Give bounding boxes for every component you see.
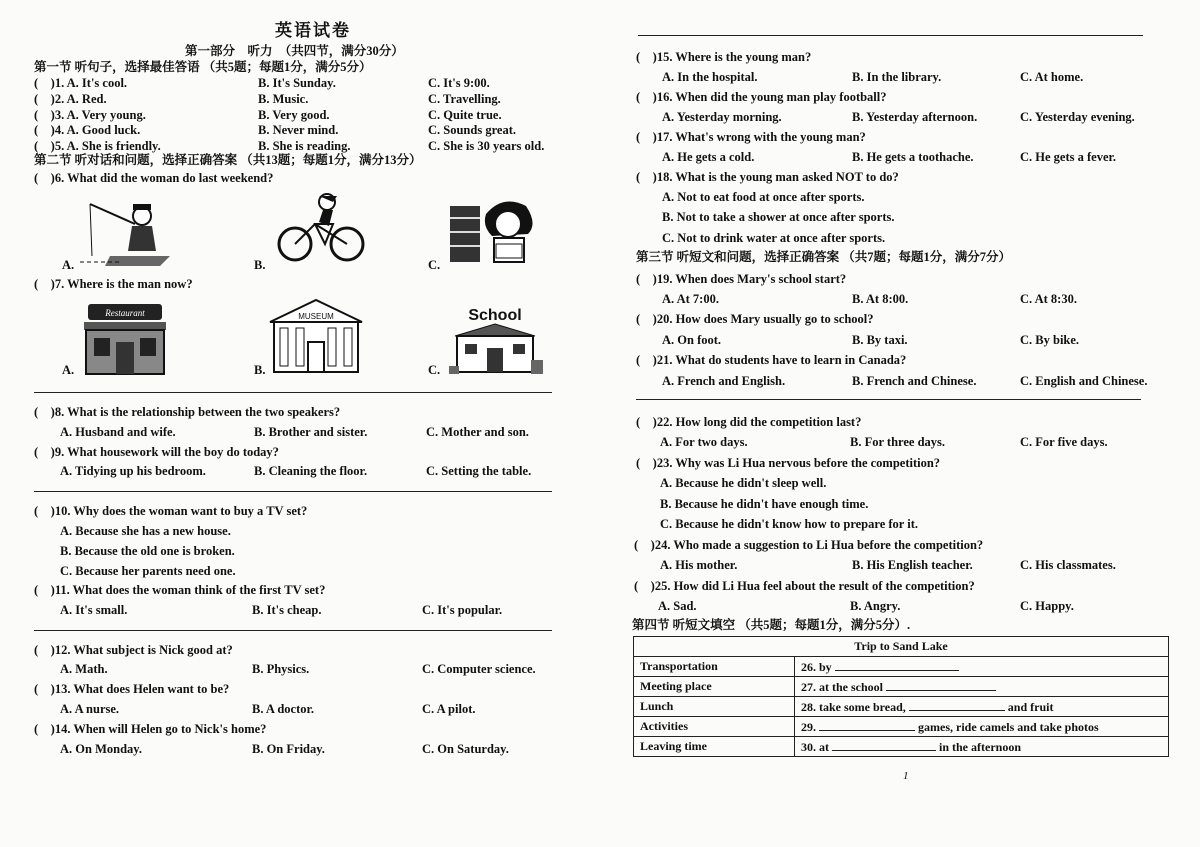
answer-prefix: 26. by: [801, 660, 832, 674]
q23-option-b: B. Because he didn't have enough time.: [660, 497, 869, 511]
row-label: Leaving time: [634, 737, 795, 757]
q19-option-a: A. At 7:00.: [662, 292, 719, 306]
q13-option-a: A. A nurse.: [60, 702, 120, 716]
restaurant-sign: Restaurant: [105, 308, 145, 318]
question-24: ( )24. Who made a suggestion to Li Hua before the competition?: [634, 538, 984, 552]
q18-option-b: B. Not to take a shower at once after sports.: [662, 210, 895, 224]
q14-option-a: A. On Monday.: [60, 742, 142, 756]
q25-option-c: C. Happy.: [1020, 599, 1074, 613]
school-sign: School: [468, 307, 522, 324]
question-21: ( )21. What do students have to learn in Canada?: [636, 353, 907, 367]
q5-option-c: C. She is 30 years old.: [428, 139, 545, 153]
q16-option-b: B. Yesterday afternoon.: [852, 110, 978, 124]
answer-prefix: 30. at: [801, 740, 829, 754]
q14-option-c: C. On Saturday.: [422, 742, 509, 756]
q25-option-a: A. Sad.: [658, 599, 697, 613]
divider: [34, 392, 552, 393]
question-11: ( )11. What does the woman think of the first TV set?: [34, 583, 326, 597]
question-13: ( )13. What does Helen want to be?: [34, 682, 230, 696]
q7-option-a: A.: [62, 363, 75, 377]
q12-option-b: B. Physics.: [252, 662, 310, 676]
answer-blank-30[interactable]: [832, 738, 936, 751]
table-row: [634, 657, 1169, 677]
q20-option-c: C. By bike.: [1020, 333, 1080, 347]
q20-option-b: B. By taxi.: [852, 333, 908, 347]
q8-option-a: A. Husband and wife.: [60, 425, 176, 439]
row-content: [795, 677, 1169, 697]
q9-option-b: B. Cleaning the floor.: [254, 464, 368, 478]
answer-prefix: 27. at the school: [801, 680, 883, 694]
page-number: 1: [903, 770, 909, 782]
question-17: ( )17. What's wrong with the young man?: [636, 130, 866, 144]
divider: [34, 491, 552, 492]
answer-prefix: 28. take some bread,: [801, 700, 906, 714]
table-row: [634, 717, 1169, 737]
school-picture: [445, 296, 545, 376]
q8-option-b: B. Brother and sister.: [254, 425, 368, 439]
q13-option-b: B. A doctor.: [252, 702, 315, 716]
q11-option-b: B. It's cheap.: [252, 603, 322, 617]
fishing-picture: [80, 196, 170, 272]
q22-option-a: A. For two days.: [660, 435, 748, 449]
table-row: [634, 677, 1169, 697]
q16-option-a: A. Yesterday morning.: [662, 110, 782, 124]
q14-option-b: B. On Friday.: [252, 742, 325, 756]
exam-title: 英语试卷: [275, 21, 351, 40]
question-16: ( )16. When did the young man play football?: [636, 90, 887, 104]
q21-option-a: A. French and English.: [662, 374, 786, 388]
q2-option-b: B. Music.: [258, 92, 309, 106]
row-label: Lunch: [634, 697, 795, 717]
q7-option-b: B.: [254, 363, 266, 377]
section-2-heading: 第二节 听对话和问题，选择正确答案 （共13题；每题1分，满分13分）: [34, 153, 422, 167]
q13-option-c: C. A pilot.: [422, 702, 476, 716]
q17-option-a: A. He gets a cold.: [662, 150, 755, 164]
table-row: [634, 737, 1169, 757]
q11-option-c: C. It's popular.: [422, 603, 503, 617]
trip-table: [633, 636, 1169, 757]
question-8: ( )8. What is the relationship between the two speakers?: [34, 405, 341, 419]
row-content: [795, 657, 1169, 677]
question-3: ( )3. A. Very young.: [34, 108, 146, 122]
table-row: [634, 697, 1169, 717]
q10-option-c: C. Because her parents need one.: [60, 564, 236, 578]
answer-blank-27[interactable]: [886, 678, 996, 691]
q18-option-c: C. Not to drink water at once after sports.: [662, 231, 886, 245]
answer-prefix: 29.: [801, 720, 816, 734]
answer-blank-29[interactable]: [819, 718, 915, 731]
row-label: Transportation: [634, 657, 795, 677]
section-3-heading: 第三节 听短文和问题，选择正确答案 （共7题；每题1分，满分7分）: [636, 250, 1012, 264]
q22-option-c: C. For five days.: [1020, 435, 1108, 449]
q19-option-c: C. At 8:30.: [1020, 292, 1077, 306]
row-label: Activities: [634, 717, 795, 737]
q23-option-c: C. Because he didn't know how to prepare for it.: [660, 517, 919, 531]
q22-option-b: B. For three days.: [850, 435, 946, 449]
restaurant-picture: [80, 300, 170, 376]
q7-option-c: C.: [428, 363, 441, 377]
q19-option-b: B. At 8:00.: [852, 292, 909, 306]
q25-option-b: B. Angry.: [850, 599, 901, 613]
row-content: [795, 697, 1169, 717]
q17-option-c: C. He gets a fever.: [1020, 150, 1117, 164]
table-title-row: [634, 637, 1169, 657]
q10-option-b: B. Because the old one is broken.: [60, 544, 235, 558]
question-25: ( )25. How did Li Hua feel about the result of the competition?: [634, 579, 975, 593]
question-1: ( )1. A. It's cool.: [34, 76, 128, 90]
question-7: ( )7. Where is the man now?: [34, 277, 193, 291]
part-heading: 第一部分 听力 （共四节，满分30分）: [185, 44, 404, 58]
row-content: [795, 737, 1169, 757]
museum-sign: MUSEUM: [298, 312, 334, 321]
question-23: ( )23. Why was Li Hua nervous before the competition?: [636, 456, 941, 470]
q23-option-a: A. Because he didn't sleep well.: [660, 476, 827, 490]
q24-option-b: B. His English teacher.: [852, 558, 973, 572]
question-18: ( )18. What is the young man asked NOT to do?: [636, 170, 899, 184]
q12-option-a: A. Math.: [60, 662, 108, 676]
q15-option-b: B. In the library.: [852, 70, 942, 84]
q6-option-c: C.: [428, 258, 441, 272]
question-9: ( )9. What housework will the boy do today?: [34, 445, 279, 459]
q2-option-c: C. Travelling.: [428, 92, 501, 106]
q12-option-c: C. Computer science.: [422, 662, 536, 676]
q11-option-a: A. It's small.: [60, 603, 128, 617]
row-content: [795, 717, 1169, 737]
section-4-heading: 第四节 听短文填空 （共5题；每题1分，满分5分）.: [632, 618, 911, 632]
answer-suffix: games, ride camels and take photos: [918, 720, 1099, 734]
q17-option-b: B. He gets a toothache.: [852, 150, 974, 164]
q6-option-b: B.: [254, 258, 266, 272]
q10-option-a: A. Because she has a new house.: [60, 524, 231, 538]
row-label: Meeting place: [634, 677, 795, 697]
q3-option-b: B. Very good.: [258, 108, 330, 122]
table-title: Trip to Sand Lake: [634, 637, 1169, 657]
q20-option-a: A. On foot.: [662, 333, 722, 347]
question-2: ( )2. A. Red.: [34, 92, 107, 106]
q15-option-a: A. In the hospital.: [662, 70, 758, 84]
answer-suffix: in the afternoon: [939, 740, 1021, 754]
q15-option-c: C. At home.: [1020, 70, 1084, 84]
q1-option-b: B. It's Sunday.: [258, 76, 336, 90]
answer-suffix: and fruit: [1007, 700, 1054, 714]
question-12: ( )12. What subject is Nick good at?: [34, 643, 233, 657]
question-20: ( )20. How does Mary usually go to school?: [636, 312, 874, 326]
q3-option-c: C. Quite true.: [428, 108, 502, 122]
q18-option-a: A. Not to eat food at once after sports.: [662, 190, 865, 204]
question-19: ( )19. When does Mary's school start?: [636, 272, 847, 286]
question-5: ( )5. A. She is friendly.: [34, 139, 161, 153]
q16-option-c: C. Yesterday evening.: [1020, 110, 1135, 124]
divider: [638, 35, 1143, 36]
q5-option-b: B. She is reading.: [258, 139, 351, 153]
q6-option-a: A.: [62, 258, 75, 272]
divider: [636, 399, 1141, 400]
cycling-picture: [275, 192, 365, 268]
q21-option-b: B. French and Chinese.: [852, 374, 977, 388]
q1-option-c: C. It's 9:00.: [428, 76, 490, 90]
answer-blank-28[interactable]: [909, 698, 1005, 711]
museum-picture: [266, 298, 366, 376]
q21-option-c: C. English and Chinese.: [1020, 374, 1148, 388]
q24-option-a: A. His mother.: [660, 558, 738, 572]
question-6: ( )6. What did the woman do last weekend?: [34, 171, 274, 185]
q9-option-c: C. Setting the table.: [426, 464, 532, 478]
q24-option-c: C. His classmates.: [1020, 558, 1116, 572]
q4-option-b: B. Never mind.: [258, 123, 339, 137]
section-1-heading: 第一节 听句子，选择最佳答语 （共5题；每题1分，满分5分）: [34, 60, 372, 74]
question-22: ( )22. How long did the competition last?: [636, 415, 862, 429]
question-15: ( )15. Where is the young man?: [636, 50, 812, 64]
divider: [34, 630, 552, 631]
question-10: ( )10. Why does the woman want to buy a TV set?: [34, 504, 308, 518]
reading-picture: [448, 194, 540, 268]
q8-option-c: C. Mother and son.: [426, 425, 529, 439]
question-14: ( )14. When will Helen go to Nick's home?: [34, 722, 267, 736]
q9-option-a: A. Tidying up his bedroom.: [60, 464, 206, 478]
answer-blank-26[interactable]: [835, 658, 959, 671]
q4-option-c: C. Sounds great.: [428, 123, 516, 137]
question-4: ( )4. A. Good luck.: [34, 123, 141, 137]
